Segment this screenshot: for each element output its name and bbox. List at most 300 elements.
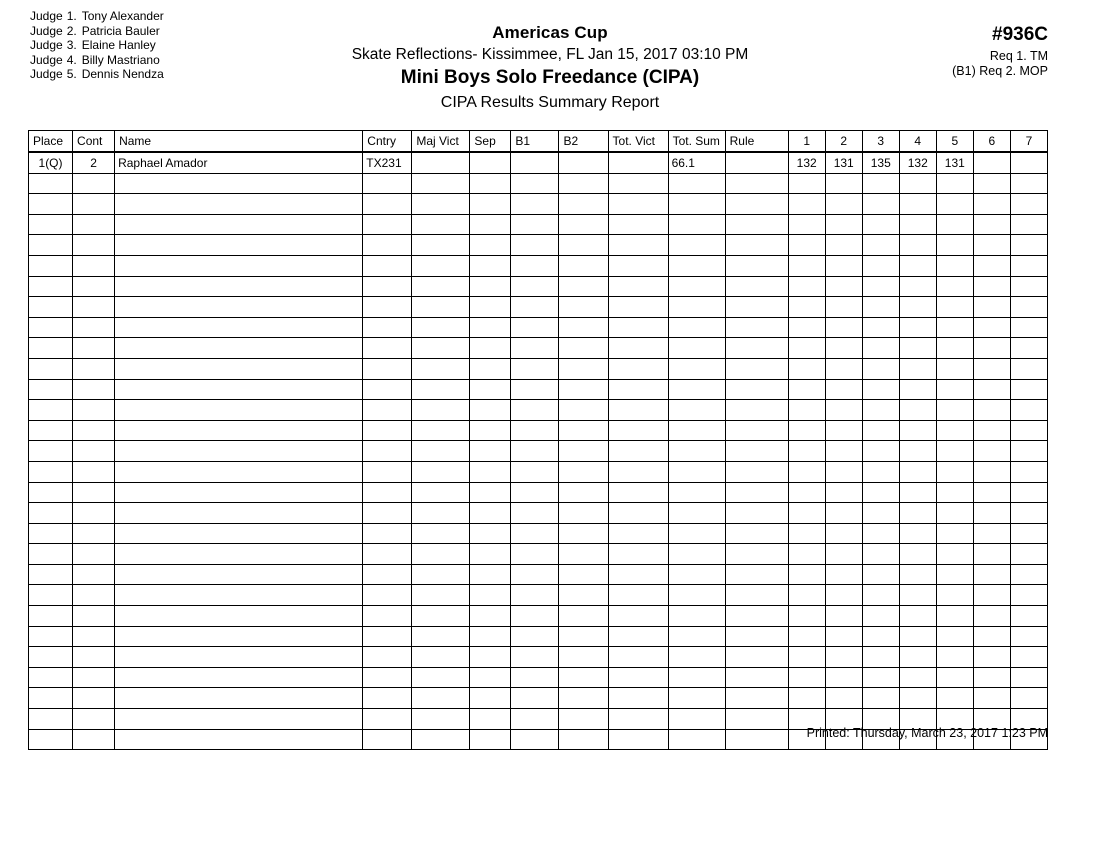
cell-empty: [788, 194, 825, 215]
judge-number: 5.: [66, 67, 77, 82]
cell-empty: [559, 626, 608, 647]
cell-empty: [29, 667, 73, 688]
cell-empty: [511, 564, 559, 585]
cell-empty: [412, 194, 470, 215]
cell-empty: [862, 482, 899, 503]
table-row-empty: [29, 626, 1048, 647]
cell-empty: [936, 358, 973, 379]
cell-empty: [470, 544, 511, 565]
cell-empty: [608, 255, 668, 276]
cell-empty: [363, 441, 412, 462]
table-row-empty: [29, 276, 1048, 297]
cell-empty: [412, 214, 470, 235]
cell-empty: [73, 276, 115, 297]
cell-empty: [825, 606, 862, 627]
cell-empty: [725, 523, 788, 544]
cell-empty: [559, 647, 608, 668]
cell-empty: [825, 647, 862, 668]
cell-empty: [899, 461, 936, 482]
cell-empty: [511, 420, 559, 441]
cell-empty: [1010, 667, 1047, 688]
cell-empty: [788, 297, 825, 318]
cell-empty: [668, 503, 725, 524]
table-row-empty: [29, 667, 1048, 688]
cell-empty: [412, 255, 470, 276]
cell-empty: [1010, 523, 1047, 544]
cell-empty: [511, 503, 559, 524]
table-row-empty: [29, 214, 1048, 235]
cell-empty: [559, 503, 608, 524]
cell-empty: [29, 194, 73, 215]
cell-empty: [608, 194, 668, 215]
report-subtitle: CIPA Results Summary Report: [440, 94, 660, 111]
cell-empty: [1010, 338, 1047, 359]
cell-empty: [559, 235, 608, 256]
cell-empty: [725, 461, 788, 482]
cell-empty: [511, 482, 559, 503]
cell-j6: [973, 152, 1010, 173]
cell-empty: [608, 729, 668, 750]
cell-empty: [936, 276, 973, 297]
cell-empty: [559, 441, 608, 462]
judge-name: Tony Alexander: [81, 9, 164, 23]
cell-empty: [825, 379, 862, 400]
cell-empty: [363, 503, 412, 524]
cell-empty: [725, 667, 788, 688]
cell-empty: [363, 235, 412, 256]
cell-empty: [73, 235, 115, 256]
results-table-body: [29, 152, 1048, 750]
cell-empty: [511, 709, 559, 730]
column-header: Tot. Vict: [608, 131, 668, 153]
cell-empty: [608, 688, 668, 709]
cell-empty: [973, 564, 1010, 585]
judge-name: Billy Mastriano: [81, 52, 160, 67]
cell-empty: [115, 647, 363, 668]
cell-empty: [725, 503, 788, 524]
cell-empty: [559, 482, 608, 503]
cell-empty: [788, 255, 825, 276]
cell-empty: [1010, 235, 1047, 256]
cell-empty: [608, 400, 668, 421]
cell-empty: [412, 297, 470, 318]
cell-empty: [936, 235, 973, 256]
cell-empty: [862, 420, 899, 441]
cell-empty: [511, 338, 559, 359]
cell-empty: [973, 297, 1010, 318]
cell-empty: [973, 420, 1010, 441]
cell-empty: [470, 338, 511, 359]
cell-empty: [412, 338, 470, 359]
cell-empty: [936, 317, 973, 338]
cell-empty: [115, 729, 363, 750]
column-header: Maj Vict: [412, 131, 470, 153]
cell-empty: [363, 523, 412, 544]
cell-empty: [862, 667, 899, 688]
cell-empty: [973, 173, 1010, 194]
cell-empty: [608, 503, 668, 524]
cell-empty: [29, 420, 73, 441]
cell-empty: [363, 317, 412, 338]
cell-empty: [668, 194, 725, 215]
cell-empty: [973, 338, 1010, 359]
judge-label: Judge: [30, 9, 63, 23]
cell-empty: [363, 276, 412, 297]
cell-empty: [115, 503, 363, 524]
cell-empty: [862, 461, 899, 482]
cell-empty: [73, 544, 115, 565]
cell-empty: [973, 482, 1010, 503]
cell-empty: [608, 173, 668, 194]
cell-empty: [668, 729, 725, 750]
cell-empty: [936, 461, 973, 482]
cell-empty: [73, 709, 115, 730]
event-category-title: Mini Boys Solo Freedance (CIPA): [400, 67, 700, 88]
cell-empty: [788, 523, 825, 544]
column-header: 6: [973, 131, 1010, 153]
cell-empty: [511, 606, 559, 627]
cell-empty: [115, 358, 363, 379]
cell-empty: [511, 400, 559, 421]
cell-empty: [559, 297, 608, 318]
cell-empty: [973, 523, 1010, 544]
cell-empty: [973, 441, 1010, 462]
cell-empty: [115, 606, 363, 627]
cell-empty: [862, 338, 899, 359]
column-header: Rule: [725, 131, 788, 153]
cell-empty: [825, 276, 862, 297]
cell-empty: [29, 173, 73, 194]
cell-empty: [788, 379, 825, 400]
cell-empty: [668, 544, 725, 565]
cell-empty: [973, 585, 1010, 606]
cell-empty: [115, 338, 363, 359]
cell-empty: [73, 379, 115, 400]
cell-empty: [511, 688, 559, 709]
cell-empty: [559, 379, 608, 400]
cell-empty: [936, 441, 973, 462]
cell-empty: [470, 729, 511, 750]
cell-empty: [936, 297, 973, 318]
cell-empty: [115, 400, 363, 421]
cell-empty: [1010, 503, 1047, 524]
results-table-header: [29, 131, 1048, 153]
table-row-empty: [29, 647, 1048, 668]
cell-empty: [936, 173, 973, 194]
cell-empty: [668, 255, 725, 276]
table-row-empty: [29, 482, 1048, 503]
cell-empty: [862, 173, 899, 194]
cell-empty: [825, 503, 862, 524]
cell-empty: [559, 688, 608, 709]
cell-empty: [608, 441, 668, 462]
cell-empty: [29, 441, 73, 462]
cell-empty: [470, 194, 511, 215]
cell-empty: [363, 482, 412, 503]
cell-empty: [825, 358, 862, 379]
cell-empty: [412, 667, 470, 688]
cell-empty: [862, 297, 899, 318]
cell-empty: [825, 585, 862, 606]
cell-empty: [788, 606, 825, 627]
cell-empty: [470, 564, 511, 585]
cell-empty: [668, 709, 725, 730]
cell-empty: [559, 729, 608, 750]
cell-empty: [862, 564, 899, 585]
cell-empty: [29, 503, 73, 524]
column-header: Sep: [470, 131, 511, 153]
cell-empty: [470, 585, 511, 606]
judge-number: 3.: [66, 38, 77, 53]
cell-empty: [825, 482, 862, 503]
cell-empty: [412, 729, 470, 750]
table-row: [29, 152, 1048, 173]
cell-empty: [412, 379, 470, 400]
cell-empty: [1010, 585, 1047, 606]
cell-empty: [862, 647, 899, 668]
cell-empty: [511, 317, 559, 338]
cell-empty: [862, 544, 899, 565]
cell-empty: [29, 564, 73, 585]
table-row-empty: [29, 235, 1048, 256]
cell-empty: [511, 647, 559, 668]
cell-empty: [511, 214, 559, 235]
cell-cont: 2: [73, 152, 115, 173]
cell-empty: [511, 276, 559, 297]
cell-empty: [511, 441, 559, 462]
cell-empty: [862, 255, 899, 276]
judge-label: Judge: [30, 38, 63, 53]
cell-empty: [559, 338, 608, 359]
cell-empty: [825, 523, 862, 544]
cell-empty: [973, 255, 1010, 276]
cell-empty: [412, 709, 470, 730]
cell-empty: [668, 173, 725, 194]
cell-empty: [825, 461, 862, 482]
cell-empty: [511, 523, 559, 544]
cell-empty: [725, 379, 788, 400]
cell-empty: [470, 667, 511, 688]
column-header: Place: [29, 131, 73, 153]
cell-empty: [29, 276, 73, 297]
cell-empty: [470, 276, 511, 297]
cell-empty: [936, 214, 973, 235]
cell-empty: [725, 338, 788, 359]
cell-empty: [725, 173, 788, 194]
cell-empty: [115, 585, 363, 606]
cell-empty: [608, 647, 668, 668]
event-venue-datetime: Skate Reflections- Kissimmee, FL Jan 15, 2017 03:10 PM: [351, 46, 749, 63]
results-table: [28, 130, 1048, 750]
table-row-empty: [29, 420, 1048, 441]
cell-j3: 135: [862, 152, 899, 173]
cell-empty: [899, 667, 936, 688]
cell-empty: [73, 297, 115, 318]
cell-empty: [668, 379, 725, 400]
column-header: 2: [825, 131, 862, 153]
cell-empty: [412, 606, 470, 627]
cell-empty: [470, 482, 511, 503]
cell-empty: [412, 420, 470, 441]
cell-empty: [29, 606, 73, 627]
cell-empty: [668, 626, 725, 647]
cell-empty: [29, 255, 73, 276]
cell-empty: [725, 317, 788, 338]
column-header: 1: [788, 131, 825, 153]
cell-empty: [1010, 420, 1047, 441]
event-number: #936C: [992, 24, 1048, 45]
cell-empty: [668, 400, 725, 421]
cell-empty: [725, 214, 788, 235]
cell-empty: [825, 255, 862, 276]
cell-empty: [115, 194, 363, 215]
cell-empty: [608, 461, 668, 482]
cell-empty: [725, 297, 788, 318]
cell-empty: [936, 626, 973, 647]
cell-empty: [668, 235, 725, 256]
judge-label: Judge: [30, 52, 63, 67]
cell-empty: [973, 194, 1010, 215]
table-row-empty: [29, 317, 1048, 338]
requirements-list: [952, 49, 1048, 79]
cell-empty: [608, 606, 668, 627]
cell-empty: [559, 461, 608, 482]
cell-empty: [511, 667, 559, 688]
column-header: B1: [511, 131, 559, 153]
cell-empty: [29, 585, 73, 606]
cell-empty: [470, 297, 511, 318]
cell-empty: [1010, 441, 1047, 462]
cell-empty: [936, 379, 973, 400]
cell-empty: [29, 688, 73, 709]
header-row: [29, 131, 1048, 153]
cell-empty: [559, 709, 608, 730]
cell-empty: [363, 626, 412, 647]
cell-empty: [115, 688, 363, 709]
cell-empty: [559, 564, 608, 585]
cell-empty: [115, 544, 363, 565]
cell-empty: [973, 400, 1010, 421]
cell-empty: [412, 276, 470, 297]
cell-empty: [825, 214, 862, 235]
cell-empty: [862, 626, 899, 647]
table-row-empty: [29, 523, 1048, 544]
column-header: 4: [899, 131, 936, 153]
cell-empty: [936, 523, 973, 544]
cell-empty: [608, 482, 668, 503]
results-table-container: [28, 130, 1048, 750]
cell-empty: [412, 626, 470, 647]
cell-empty: [73, 461, 115, 482]
judge-name: Patricia Bauler: [81, 23, 160, 38]
cell-empty: [412, 482, 470, 503]
table-row-empty: [29, 544, 1048, 565]
cell-empty: [973, 214, 1010, 235]
cell-empty: [668, 482, 725, 503]
column-header: 5: [936, 131, 973, 153]
table-row-empty: [29, 503, 1048, 524]
cell-empty: [1010, 647, 1047, 668]
cell-empty: [899, 235, 936, 256]
cell-empty: [936, 194, 973, 215]
event-number-panel: [952, 24, 1048, 79]
judge-name: Dennis Nendza: [81, 67, 164, 82]
cell-empty: [559, 420, 608, 441]
cell-empty: [470, 503, 511, 524]
cell-empty: [1010, 606, 1047, 627]
cell-empty: [936, 544, 973, 565]
cell-empty: [668, 461, 725, 482]
cell-empty: [862, 379, 899, 400]
cell-empty: [559, 194, 608, 215]
cell-empty: [412, 564, 470, 585]
cell-empty: [725, 420, 788, 441]
cell-empty: [725, 255, 788, 276]
cell-empty: [115, 461, 363, 482]
cell-tot_sum: 66.1: [668, 152, 725, 173]
cell-empty: [559, 523, 608, 544]
table-row-empty: [29, 564, 1048, 585]
document-header: [0, 22, 1100, 114]
cell-empty: [470, 358, 511, 379]
cell-empty: [725, 482, 788, 503]
cell-empty: [725, 544, 788, 565]
cell-empty: [73, 317, 115, 338]
cell-empty: [608, 358, 668, 379]
cell-empty: [608, 276, 668, 297]
cell-empty: [725, 441, 788, 462]
cell-empty: [363, 420, 412, 441]
cell-empty: [788, 173, 825, 194]
cell-empty: [668, 441, 725, 462]
cell-j7: [1010, 152, 1047, 173]
cell-empty: [511, 235, 559, 256]
judge-number: 1.: [66, 9, 77, 23]
cell-cntry: TX231: [363, 152, 412, 173]
cell-empty: [511, 173, 559, 194]
cell-empty: [825, 235, 862, 256]
cell-empty: [29, 709, 73, 730]
cell-empty: [1010, 194, 1047, 215]
cell-empty: [29, 338, 73, 359]
cell-empty: [115, 420, 363, 441]
cell-empty: [29, 647, 73, 668]
cell-empty: [1010, 255, 1047, 276]
cell-empty: [899, 441, 936, 462]
cell-empty: [511, 194, 559, 215]
cell-empty: [29, 729, 73, 750]
cell-empty: [29, 482, 73, 503]
cell-empty: [899, 358, 936, 379]
cell-empty: [73, 194, 115, 215]
cell-empty: [899, 544, 936, 565]
cell-empty: [73, 255, 115, 276]
cell-empty: [608, 297, 668, 318]
cell-empty: [825, 400, 862, 421]
cell-empty: [559, 358, 608, 379]
cell-empty: [936, 564, 973, 585]
cell-empty: [511, 585, 559, 606]
cell-empty: [825, 441, 862, 462]
cell-empty: [29, 544, 73, 565]
cell-empty: [29, 400, 73, 421]
cell-empty: [115, 214, 363, 235]
cell-empty: [936, 688, 973, 709]
cell-empty: [788, 688, 825, 709]
cell-empty: [788, 276, 825, 297]
cell-empty: [862, 606, 899, 627]
cell-empty: [73, 173, 115, 194]
